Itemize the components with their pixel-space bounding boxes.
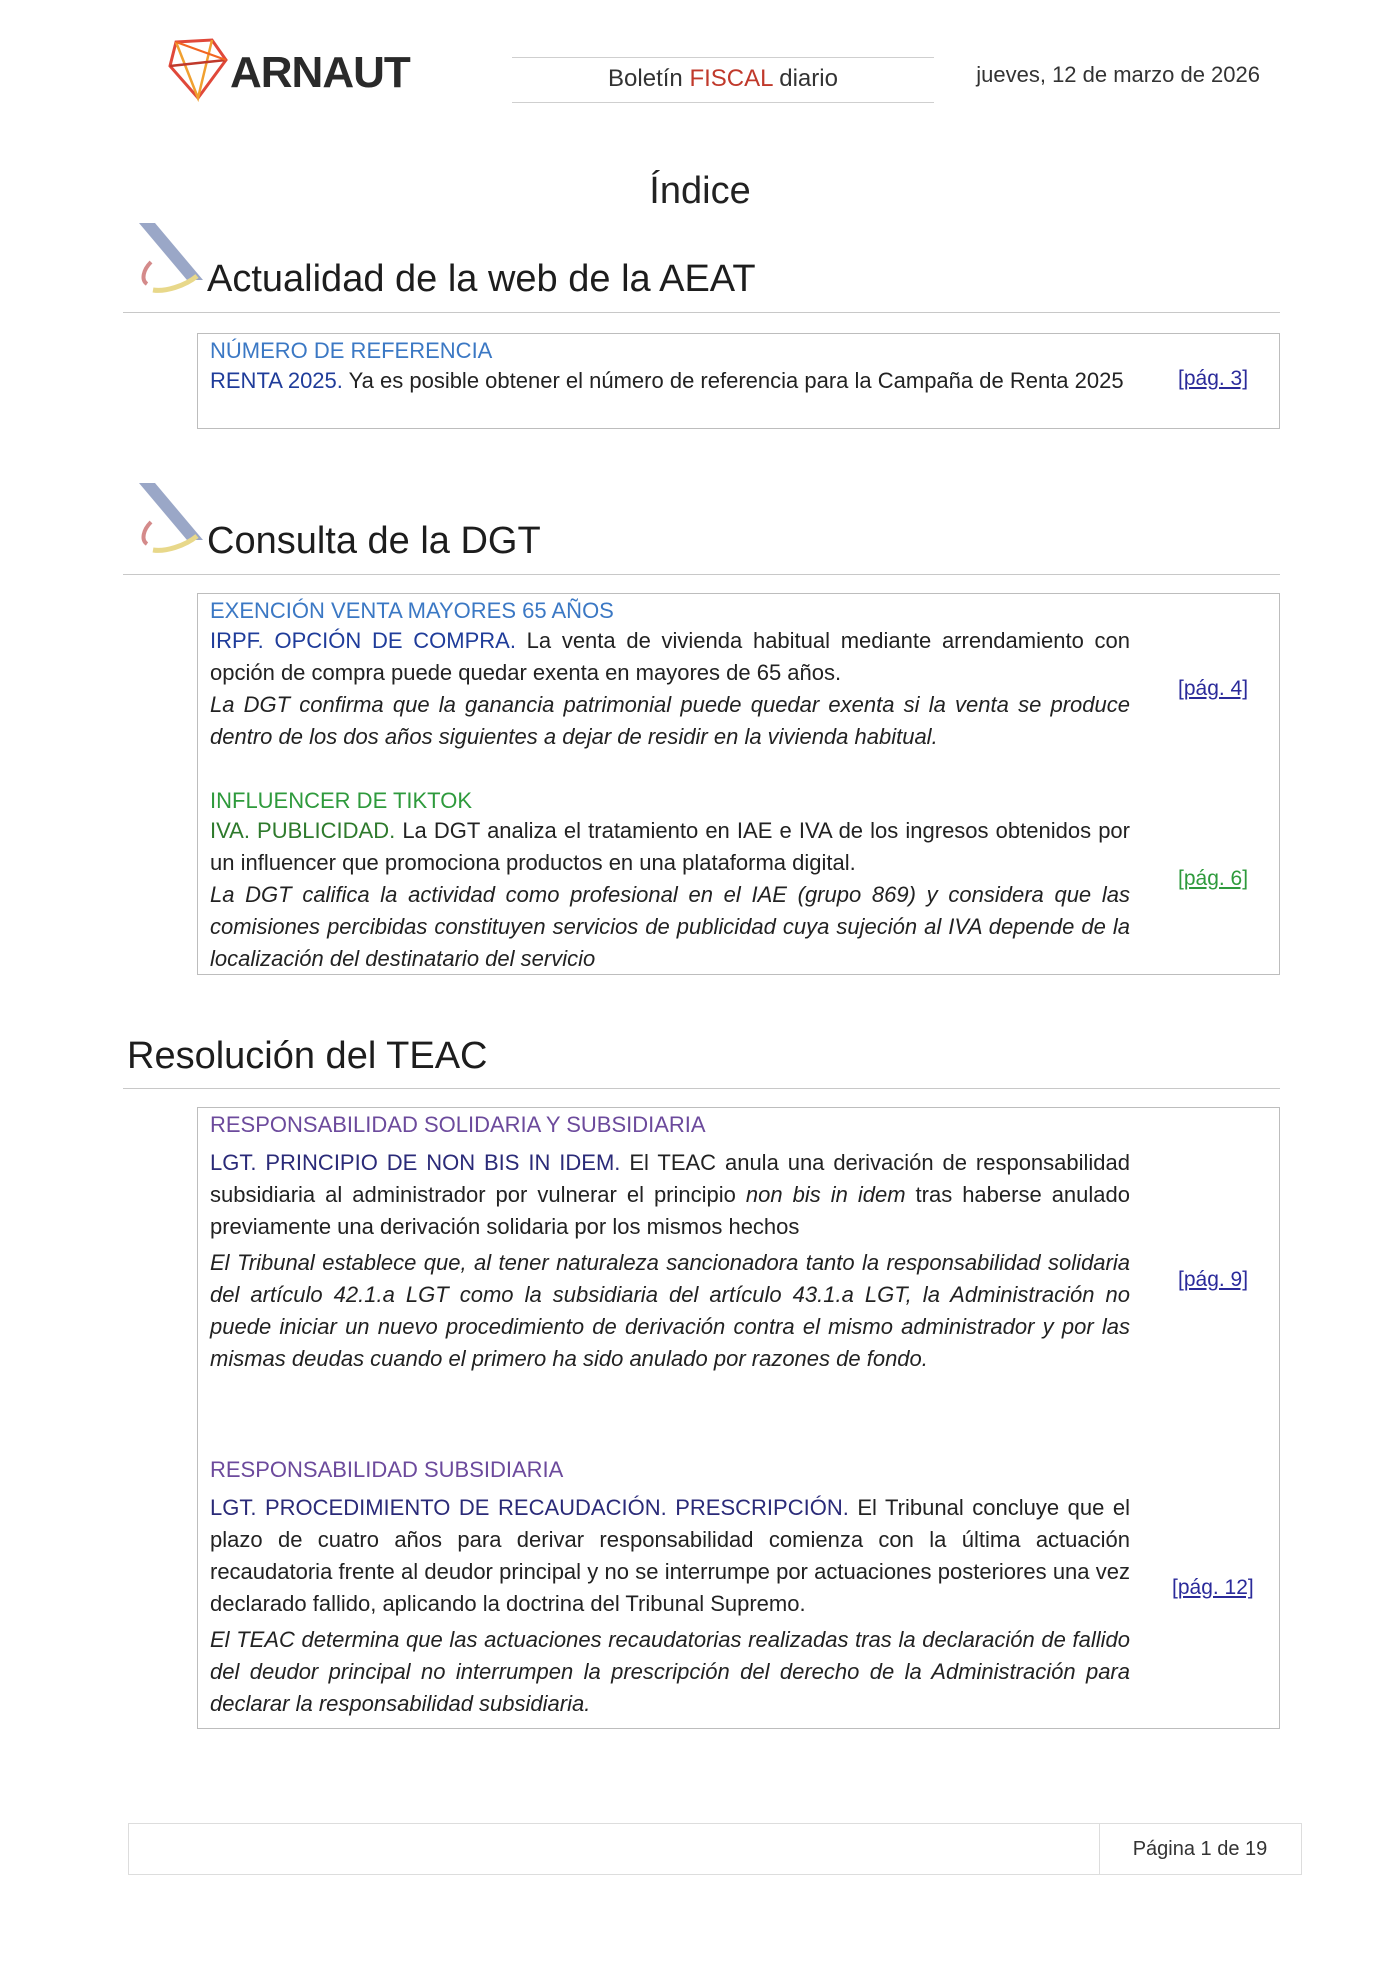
entry-lead: IRPF. OPCIÓN DE COMPRA. [210, 628, 516, 653]
entry-lead: IVA. PUBLICIDAD. [210, 818, 396, 843]
index-title: Índice [649, 170, 751, 212]
page-link[interactable]: [pág. 3] [1178, 367, 1249, 390]
index-entry-box [197, 593, 1280, 975]
entry-italic-summary: La DGT califica la actividad como profesional en el IAE (grupo 869) y considera que las comisiones percibidas constituyen servicios de publicidad cuya sujeción al IVA depende de la localización del destinatario del servicio [210, 882, 1130, 971]
entry-category: EXENCIÓN VENTA MAYORES 65 AÑOS [210, 598, 614, 623]
entry-category: RESPONSABILIDAD SOLIDARIA Y SUBSIDIARIA [210, 1112, 706, 1137]
entry-text: El Tribunal concluye que el plazo de cuatro años para derivar responsabilidad comienza con la última actuación recaudatoria frente al deudor principal y no se interrumpe por actuaciones posteriores una vez declarado fallido, aplicando la doctrina del Tribunal Supremo. [210, 1495, 1130, 1616]
entry-summary [210, 1147, 1130, 1243]
entry-category: RESPONSABILIDAD SUBSIDIARIA [210, 1457, 564, 1482]
section-divider [123, 1088, 1280, 1089]
entry-text: El TEAC anula una derivación de responsabilidad subsidiaria al administrador por vulnerar el principio [210, 1150, 1130, 1207]
entry-summary [210, 1492, 1130, 1620]
dgt-logo-icon [125, 478, 205, 558]
bulletin-prefix: Boletín [608, 65, 690, 92]
section-title-teac: Resolución del TEAC [127, 1035, 488, 1077]
logo-text: ARNAUT [230, 48, 410, 97]
entry-text: La venta de vivienda habitual mediante arrendamiento con opción de compra puede quedar exenta en mayores de 65 años. [210, 628, 1130, 685]
page-number: Página 1 de 19 [1132, 1838, 1268, 1860]
entry-italic-summary: El TEAC determina que las actuaciones recaudatorias realizadas tras la declaración de fallido del deudor principal no interrumpen la prescripción del derecho de la Administración para declarar la responsabilidad subsidiaria. [210, 1627, 1130, 1716]
section-divider [123, 312, 1280, 313]
bulletin-date: jueves, 12 de marzo de 2026 [976, 62, 1260, 87]
entry-text: La DGT analiza el tratamiento en IAE e IVA de los ingresos obtenidos por un influencer que promociona productos en una plataforma digital. [210, 818, 1130, 875]
entry-text: tras haberse anulado previamente una derivación solidaria por los mismos hechos [210, 1182, 1130, 1239]
section-title-dgt: Consulta de la DGT [207, 520, 541, 562]
aeat-logo-icon [125, 218, 205, 298]
entry-summary [210, 365, 1130, 397]
section-divider [123, 574, 1280, 575]
entry-lead: LGT. PROCEDIMIENTO DE RECAUDACIÓN. PRESCRIPCIÓN. [210, 1495, 849, 1520]
bulletin-highlight: FISCAL [689, 65, 773, 92]
section-title-aeat: Actualidad de la web de la AEAT [207, 258, 756, 300]
entry-text: Ya es posible obtener el número de referencia para la Campaña de Renta 2025 [342, 368, 1124, 393]
entry-category: INFLUENCER DE TIKTOK [210, 788, 473, 813]
page-footer [128, 1823, 1302, 1875]
entry-italic-summary: La DGT confirma que la ganancia patrimonial puede quedar exenta si la venta se produce dentro de los dos años siguientes a dejar de residir en la vivienda habitual. [210, 692, 1130, 749]
entry-text-emphasis: non bis in idem [745, 1182, 906, 1207]
entry-category: NÚMERO DE REFERENCIA [210, 338, 493, 363]
bulletin-title [512, 57, 934, 103]
index-entry-box [197, 1107, 1280, 1729]
arnaut-logo-mark-icon [168, 38, 230, 102]
page-link[interactable]: [pág. 12] [1172, 1576, 1254, 1599]
entry-summary [210, 815, 1130, 879]
page-link[interactable]: [pág. 6] [1178, 867, 1249, 890]
page-link[interactable]: [pág. 9] [1178, 1268, 1249, 1291]
page-link[interactable]: [pág. 4] [1178, 677, 1249, 700]
entry-italic-summary: El Tribunal establece que, al tener naturaleza sancionadora tanto la responsabilidad solidaria del artículo 42.1.a LGT como la subsidiaria del artículo 43.1.a LGT, la Administración no puede iniciar un nuevo procedimiento de derivación contra el mismo administrador y por las mismas deudas cuando el primero ha sido anulado por razones de fondo. [210, 1250, 1130, 1371]
index-entry-box [197, 333, 1280, 429]
entry-lead: LGT. PRINCIPIO DE NON BIS IN IDEM. [210, 1150, 621, 1175]
entry-lead: RENTA 2025. [210, 368, 343, 393]
arnaut-logo [168, 38, 410, 102]
entry-summary [210, 625, 1130, 689]
footer-divider [1099, 1824, 1100, 1874]
bulletin-suffix: diario [772, 65, 838, 92]
